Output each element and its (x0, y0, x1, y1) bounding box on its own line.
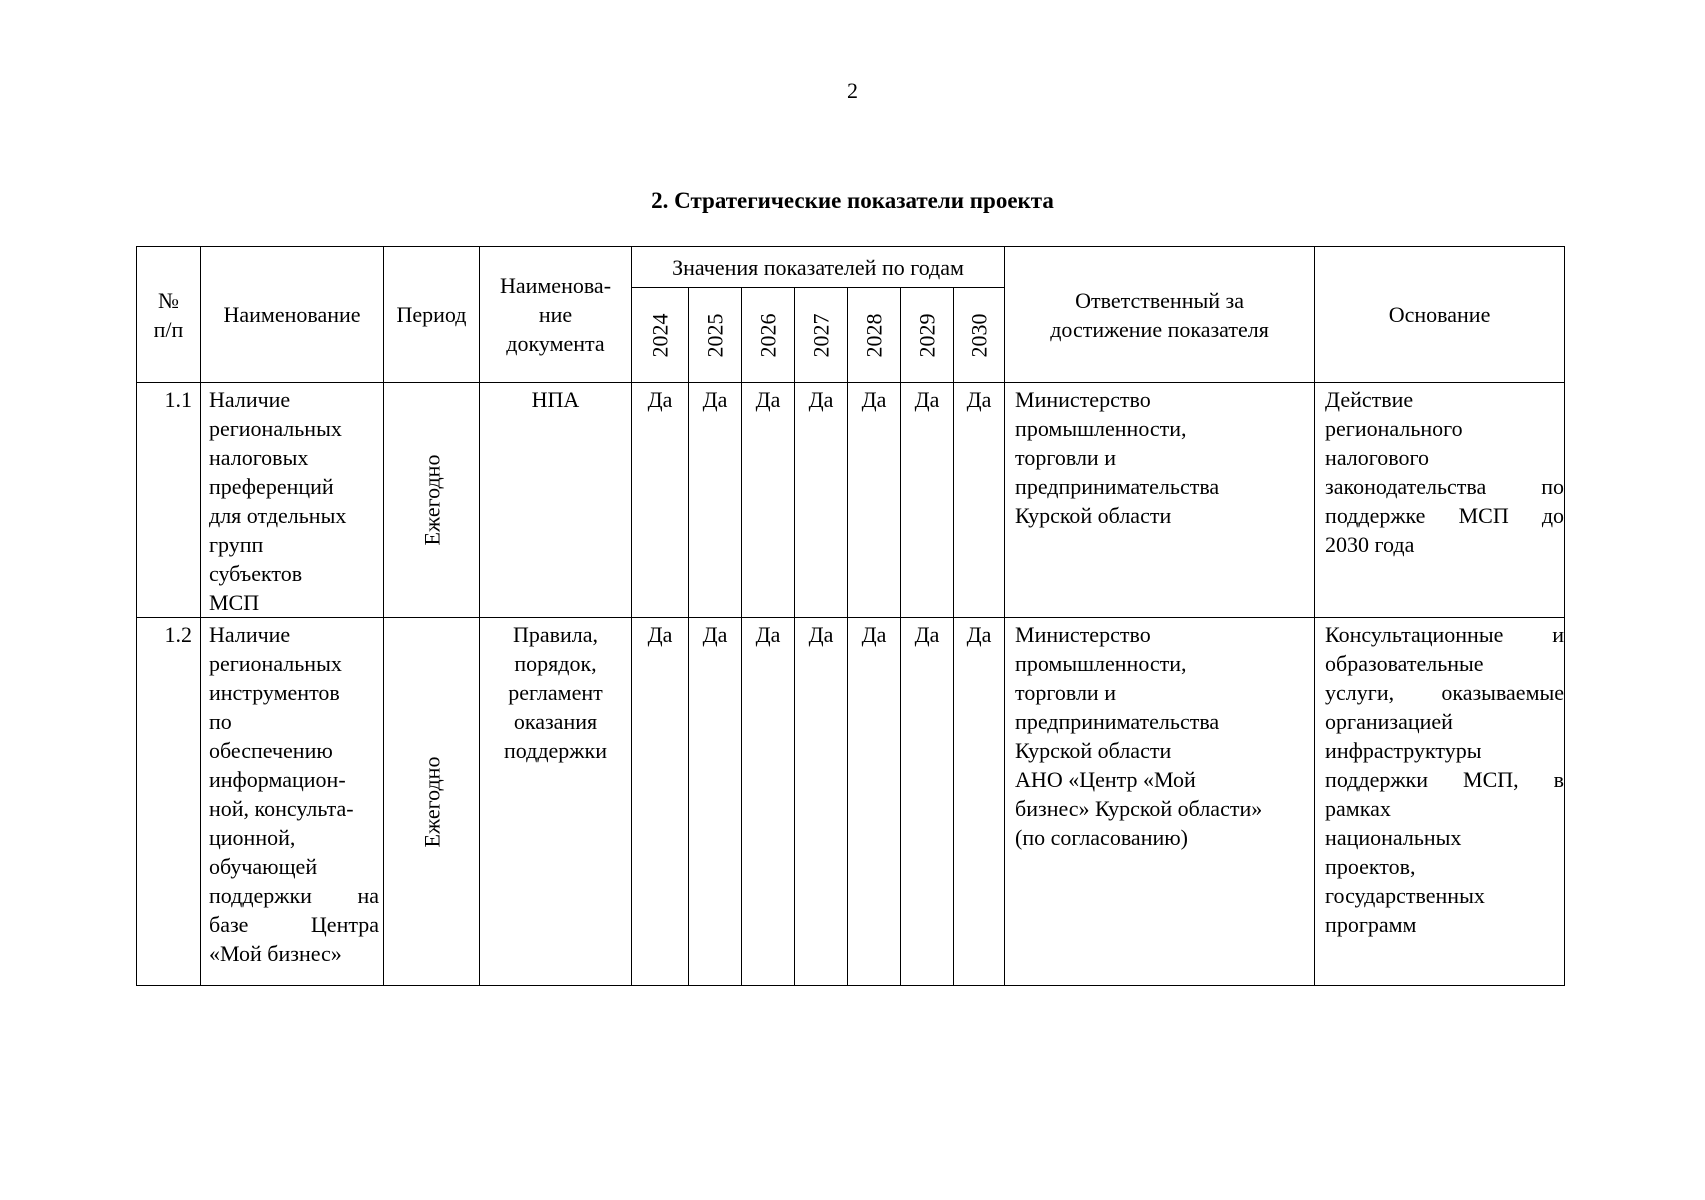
header-document (480, 247, 632, 383)
basis-line: программ (1325, 912, 1417, 937)
basis-line: рамках (1325, 796, 1391, 821)
year-label: 2026 (755, 313, 781, 357)
document-line: регламент (508, 680, 603, 705)
header-document-line1: Наименова- (499, 273, 612, 298)
name-line: по (209, 709, 232, 734)
basis-line: налогового (1325, 445, 1429, 470)
name-line: ционной, (209, 825, 296, 850)
basis-line: инфраструктуры (1325, 738, 1482, 763)
responsible-line: бизнес» Курской области» (1015, 796, 1263, 821)
name-line: ной, консульта- (209, 796, 354, 821)
header-num (137, 247, 201, 383)
row-name (201, 618, 384, 986)
responsible-line: АНО «Центр «Мой (1015, 767, 1196, 792)
responsible-line: Курской области (1015, 738, 1172, 763)
name-line: преференций (209, 474, 334, 499)
page-number: 2 (847, 78, 858, 103)
value-2028: Да (848, 383, 901, 618)
basis-line: законодательства по (1325, 474, 1565, 499)
year-label: 2030 (966, 313, 992, 357)
row-responsible (1005, 383, 1315, 618)
row-period (384, 383, 480, 618)
responsible-line: Министерство (1015, 387, 1151, 412)
responsible-line: промышленности, (1015, 651, 1187, 676)
responsible-line: торговли и (1015, 445, 1116, 470)
year-label: 2028 (861, 313, 887, 357)
value-2025: Да (689, 383, 742, 618)
row-document (480, 383, 632, 618)
header-row-top (137, 247, 1565, 288)
year-label: 2027 (808, 313, 834, 357)
value-2027: Да (795, 618, 848, 986)
row-num: 1.1 (137, 383, 201, 618)
header-document-line3: документа (506, 331, 605, 356)
value-2029: Да (901, 618, 954, 986)
responsible-line: предпринимательства (1015, 474, 1220, 499)
header-basis: Основание (1315, 247, 1565, 383)
header-year-2026 (742, 288, 795, 383)
value-2026: Да (742, 383, 795, 618)
header-num-line1: № (158, 287, 179, 313)
name-line: для отдельных (209, 503, 347, 528)
value-2027: Да (795, 383, 848, 618)
header-values-group: Значения показателей по годам (632, 247, 1005, 288)
name-line: налоговых (209, 445, 309, 470)
year-label: 2024 (647, 313, 673, 357)
document-line: Правила, (512, 622, 599, 647)
basis-line: услуги, оказываемые (1325, 680, 1565, 705)
basis-line: 2030 года (1325, 532, 1415, 557)
header-year-2025 (689, 288, 742, 383)
value-2028: Да (848, 618, 901, 986)
name-line: поддержки на (209, 883, 379, 908)
row-responsible (1005, 618, 1315, 986)
responsible-line: (по согласованию) (1015, 825, 1188, 850)
name-line: обеспечению (209, 738, 333, 763)
basis-line: образовательные (1325, 651, 1484, 676)
responsible-line: торговли и (1015, 680, 1116, 705)
row-num: 1.2 (137, 618, 201, 986)
value-2029: Да (901, 383, 954, 618)
document-line: порядок, (514, 651, 597, 676)
header-responsible-line1: Ответственный за (1075, 287, 1244, 313)
header-document-line2: ние (538, 302, 573, 327)
basis-line: организацией (1325, 709, 1453, 734)
basis-line: Действие (1325, 387, 1414, 412)
period-label: Ежегодно (419, 756, 444, 847)
year-label: 2029 (914, 313, 940, 357)
document-line: оказания (513, 709, 598, 734)
name-line: МСП (209, 590, 260, 615)
basis-line: регионального (1325, 416, 1463, 441)
header-responsible (1005, 247, 1315, 383)
header-period: Период (384, 247, 480, 383)
section-title: 2. Стратегические показатели проекта (651, 188, 1054, 213)
table-row-1-1 (137, 383, 1565, 618)
responsible-line: промышленности, (1015, 416, 1187, 441)
header-num-line2: п/п (153, 316, 184, 342)
basis-line: национальных (1325, 825, 1462, 850)
header-year-2028 (848, 288, 901, 383)
responsible-line: предпринимательства (1015, 709, 1220, 734)
header-year-2024 (632, 288, 689, 383)
value-2025: Да (689, 618, 742, 986)
table-row-1-2 (137, 618, 1565, 986)
name-line: Наличие (209, 387, 291, 412)
year-label: 2025 (702, 313, 728, 357)
row-name (201, 383, 384, 618)
name-line: Наличие (209, 622, 291, 647)
value-2030: Да (954, 618, 1005, 986)
row-document (480, 618, 632, 986)
basis-line: Консультационные и (1325, 622, 1565, 647)
name-line: инструментов (209, 680, 340, 705)
name-line: информацион- (209, 767, 346, 792)
value-2030: Да (954, 383, 1005, 618)
name-line: «Мой бизнес» (209, 941, 342, 966)
basis-line: поддержке МСП до (1325, 503, 1565, 528)
header-responsible-line2: достижение показателя (1050, 316, 1269, 342)
header-year-2030 (954, 288, 1005, 383)
header-year-2027 (795, 288, 848, 383)
row-basis (1315, 618, 1565, 986)
header-year-2029 (901, 288, 954, 383)
name-line: субъектов (209, 561, 303, 586)
document-line: НПА (531, 387, 580, 412)
name-line: обучающей (209, 854, 318, 879)
header-name: Наименование (201, 247, 384, 383)
responsible-line: Министерство (1015, 622, 1151, 647)
document-line: поддержки (504, 738, 607, 763)
row-basis (1315, 383, 1565, 618)
value-2026: Да (742, 618, 795, 986)
name-line: региональных (209, 651, 342, 676)
value-2024: Да (632, 383, 689, 618)
basis-line: проектов, (1325, 854, 1416, 879)
basis-line: поддержки МСП, в (1325, 767, 1565, 792)
basis-line: государственных (1325, 883, 1485, 908)
row-period (384, 618, 480, 986)
indicators-table (136, 246, 1565, 986)
value-2024: Да (632, 618, 689, 986)
responsible-line: Курской области (1015, 503, 1172, 528)
name-line: групп (209, 532, 264, 557)
name-line: региональных (209, 416, 342, 441)
period-label: Ежегодно (419, 454, 444, 546)
name-line: базе Центра (209, 912, 379, 937)
